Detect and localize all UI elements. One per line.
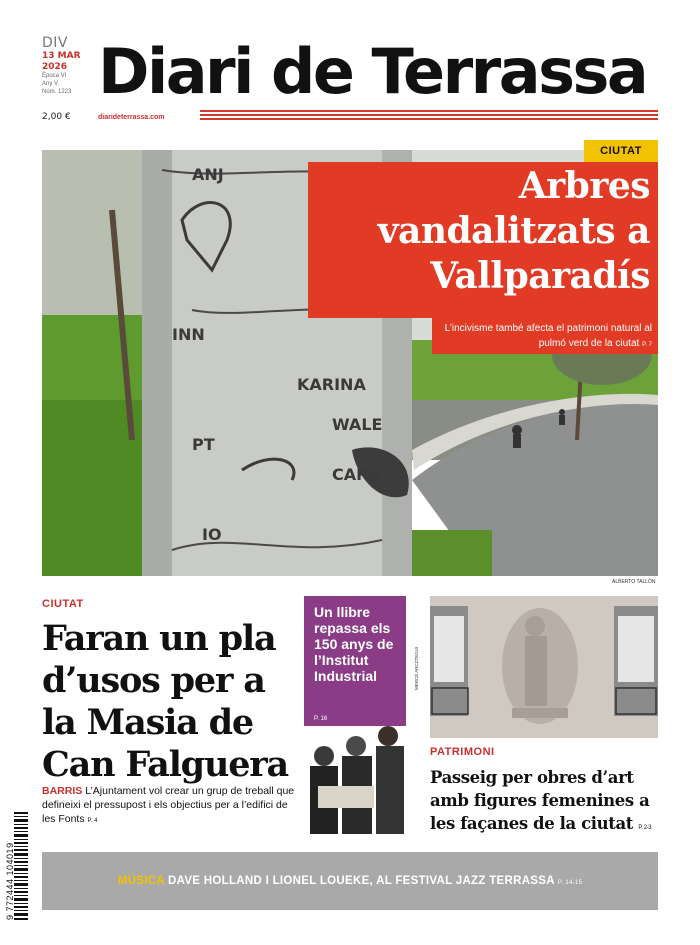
hero-page-ref: P. 7 [642,342,652,348]
bark-carving: KARINA [297,375,366,394]
year-label: Any V [42,81,59,87]
facade-photo[interactable] [430,596,658,738]
side-story-section: PATRIMONI [430,746,495,758]
price: 2,00 € [42,112,71,122]
book-promo-page-ref: P. 16 [314,716,328,722]
bottom-banner-text: DAVE HOLLAND I LIONEL LOUEKE, AL FESTIVAL JAZZ TERRASSA [167,875,555,887]
year: 2026 [42,62,68,72]
newspaper-logo[interactable]: Diari de Terrassa [98,35,647,108]
barcode-number: 9 772444 104019 [5,842,15,920]
bottom-banner[interactable] [42,852,658,910]
book-promo[interactable] [304,596,406,834]
epoch: Època VI [42,73,67,79]
date-block [42,36,102,96]
main-story-body [42,784,300,828]
bark-carving: CARA [332,465,381,484]
bottom-banner-section: MÚSICA [117,875,165,887]
main-story-text: L’Ajuntament vol crear un grup de treball que defineixi el pressupost i els objectius per a l’edifici de les Fonts [42,785,295,825]
bark-carving: IO [202,525,222,544]
issue-number: Núm. 1223 [42,89,72,95]
bark-carving: ANJ [192,165,224,184]
facade-illustration [430,596,658,738]
hero-subtitle [436,321,652,353]
hero-section-badge[interactable]: CIUTAT [584,140,658,162]
hero-photo-credit: ALBERTO TALLÓN [612,579,656,585]
book-promo-text: Un llibre repassa els 150 anys de l’Institut Industrial [314,604,394,684]
bark-carving: PT [192,435,215,454]
hero-headline[interactable]: Arbres vandalitzats a Vallparadís [377,165,650,297]
side-story-headline[interactable] [430,766,660,840]
hero-subtitle-text: L’incivisme també afecta el patrimoni natural al pulmó verd de la ciutat [444,323,652,349]
website-link[interactable]: diarideterrassa.com [98,114,165,121]
weekday: DIV [42,35,68,51]
main-story-page-ref: P. 4 [87,818,98,824]
bottom-banner-page-ref: P. 14-15 [557,880,583,886]
masthead-rules [200,110,658,122]
main-story-section: CIUTAT [42,598,84,610]
facade-photo-credit: MERCÈ ARCZTEGUI [414,646,419,690]
side-story-page-ref: P. 2-3 [638,825,652,831]
side-story-title: Passeig per obres d’art amb figures femenines a les façanes de la ciutat [430,768,650,833]
bark-carving: INN [172,325,205,344]
main-story-lead: BARRIS [42,785,83,797]
main-story-headline[interactable]: Faran un pla d’usos per a la Masia de Can Falguera [42,618,288,785]
bark-carving: WALE [332,415,383,434]
date: 13 MAR [42,51,81,61]
